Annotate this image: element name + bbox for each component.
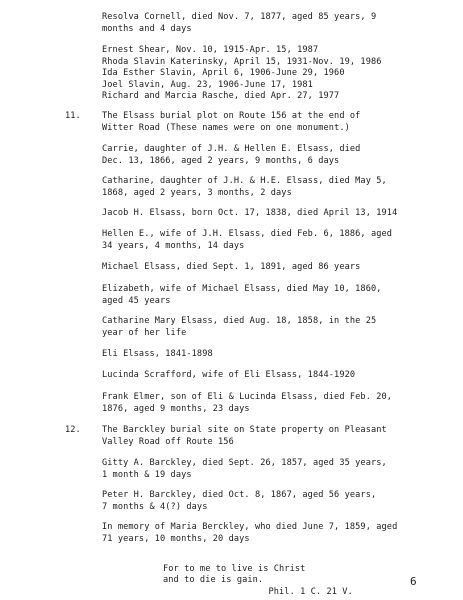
entry-catharine-elsass: Catharine, daughter of J.H. & H.E. Elsass, died May 5, 1868, aged 2 years, 3 months, 2 days (102, 176, 387, 198)
entry-michael-elsass: Michael Elsass, died Sept. 1, 1891, aged 86 years (102, 262, 361, 272)
section-number-11: 11. (65, 111, 81, 121)
section-number-12: 12. (65, 425, 81, 435)
entry-carrie-elsass: Carrie, daughter of J.H. & Hellen E. Elsass, died Dec. 13, 1866, aged 2 years, 9 months, 6 days (102, 144, 361, 166)
entry-lucinda-scrafford: Lucinda Scrafford, wife of Eli Elsass, 1844-1920 (102, 370, 356, 380)
entry-elizabeth-elsass: Elizabeth, wife of Michael Elsass, died May 10, 1860, aged 45 years (102, 284, 382, 306)
entry-catharine-mary-elsass: Catharine Mary Elsass, died Aug. 18, 1858, in the 25 year of her life (102, 316, 377, 338)
entry-resolva-cornell: Resolva Cornell, died Nov. 7, 1877, aged 85 years, 9 months and 4 days (102, 12, 377, 34)
entry-eli-elsass: Eli Elsass, 1841-1898 (102, 349, 213, 359)
entry-hellen-elsass: Hellen E., wife of J.H. Elsass, died Feb. 6, 1886, aged 34 years, 4 months, 14 days (102, 229, 393, 251)
entry-jacob-elsass: Jacob H. Elsass, born Oct. 17, 1838, died April 13, 1914 (102, 208, 398, 218)
page-number: 6 (410, 575, 417, 588)
entry-maria-berckley: In memory of Maria Berckley, who died June 7, 1859, aged 71 years, 10 months, 20 days (102, 522, 398, 544)
section-12-heading: The Barckley burial site on State property on Pleasant Valley Road off Route 156 (102, 425, 387, 447)
section-11-heading: The Elsass burial plot on Route 156 at the end of Witter Road (These names were on one monument.) (102, 111, 361, 133)
entry-peter-barckley: Peter H. Barckley, died Oct. 8, 1867, aged 56 years, 7 months & 4(?) days (102, 490, 377, 512)
epitaph-verse: For to me to live is Christ and to die is gain. Phil. 1 C. 21 V. (163, 563, 353, 597)
entry-frank-elmer: Frank Elmer, son of Eli & Lucinda Elsass, died Feb. 20, 1876, aged 9 months, 23 days (102, 392, 393, 414)
entry-shear-slavin-rasche: Ernest Shear, Nov. 10, 1915-Apr. 15, 1987 Rhoda Slavin Katerinsky, April 15, 1931-Nov. 19, 1986 Ida Esther Slavin, April 6, 1906-June 29, 1960 Joel Slavin, Aug. 23, 1906-June 17, 1981 Richard and Marcia Rasche, died Apr. 27, 1977 (102, 45, 382, 101)
entry-gitty-barckley: Gitty A. Barckley, died Sept. 26, 1857, aged 35 years, 1 month & 19 days (102, 458, 387, 480)
